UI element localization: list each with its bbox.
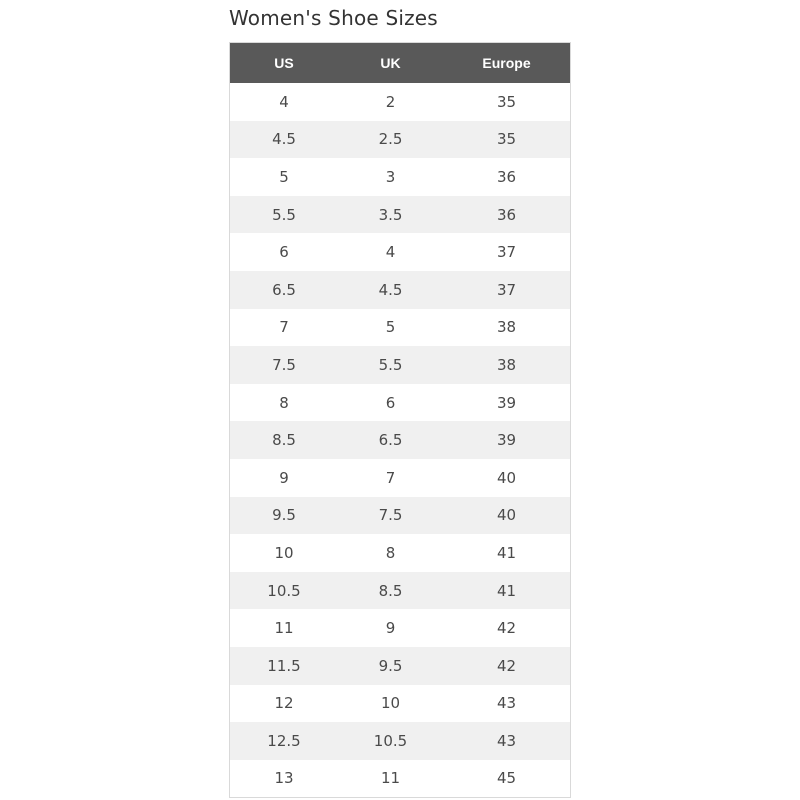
table-row <box>230 609 570 647</box>
cell-us: 9.5 <box>230 497 338 535</box>
table-row <box>230 685 570 723</box>
cell-uk: 6.5 <box>338 421 443 459</box>
cell-us: 12 <box>274 694 294 713</box>
cell-uk: 10.5 <box>338 722 443 760</box>
cell-uk: 3.5 <box>338 196 443 234</box>
table-row <box>230 83 570 121</box>
cell-us: 6.5 <box>230 271 338 309</box>
cell-uk: 7.5 <box>338 497 443 535</box>
cell-us: 8 <box>279 393 289 412</box>
header-europe: Europe <box>443 43 570 83</box>
cell-europe: 39 <box>443 421 570 459</box>
cell-europe: 39 <box>496 393 517 412</box>
table-row <box>230 158 570 196</box>
cell-europe: 40 <box>496 468 517 487</box>
cell-us: 7.5 <box>230 346 338 384</box>
cell-uk: 8 <box>385 543 396 562</box>
cell-us: 6 <box>279 243 289 262</box>
header-us: US <box>230 43 338 83</box>
cell-uk: 6 <box>385 393 396 412</box>
cell-uk: 10 <box>380 694 401 713</box>
cell-uk: 4.5 <box>338 271 443 309</box>
cell-europe: 38 <box>443 346 570 384</box>
table-row <box>230 309 570 347</box>
cell-us: 11 <box>274 619 294 638</box>
table-body <box>230 83 570 797</box>
cell-us: 10.5 <box>230 572 338 610</box>
cell-europe: 41 <box>496 543 517 562</box>
cell-us: 5.5 <box>230 196 338 234</box>
cell-uk: 11 <box>380 769 401 788</box>
size-chart-table <box>229 42 571 798</box>
cell-uk: 2.5 <box>338 121 443 159</box>
cell-europe: 42 <box>496 619 517 638</box>
cell-europe: 40 <box>443 497 570 535</box>
cell-europe: 45 <box>496 769 517 788</box>
table-row <box>230 421 570 459</box>
cell-europe: 42 <box>443 647 570 685</box>
table-row <box>230 572 570 610</box>
cell-us: 10 <box>274 543 294 562</box>
cell-uk: 4 <box>385 243 396 262</box>
cell-europe: 38 <box>496 318 517 337</box>
cell-us: 8.5 <box>230 421 338 459</box>
cell-us: 12.5 <box>230 722 338 760</box>
cell-uk: 7 <box>385 468 396 487</box>
cell-europe: 43 <box>443 722 570 760</box>
cell-europe: 43 <box>496 694 517 713</box>
cell-europe: 37 <box>443 271 570 309</box>
cell-uk: 3 <box>385 167 396 186</box>
cell-europe: 35 <box>443 121 570 159</box>
header-row <box>230 43 570 83</box>
cell-uk: 8.5 <box>338 572 443 610</box>
table-row <box>230 534 570 572</box>
table-row <box>230 346 570 384</box>
table-row <box>230 647 570 685</box>
table-row <box>230 121 570 159</box>
cell-us: 4 <box>279 92 289 111</box>
table-row <box>230 271 570 309</box>
cell-us: 9 <box>279 468 289 487</box>
table-header <box>230 43 570 83</box>
cell-europe: 35 <box>496 92 517 111</box>
cell-uk: 5.5 <box>338 346 443 384</box>
table-row <box>230 384 570 422</box>
header-uk: UK <box>338 43 443 83</box>
table-row <box>230 497 570 535</box>
cell-uk: 5 <box>385 318 396 337</box>
cell-uk: 9.5 <box>338 647 443 685</box>
cell-us: 11.5 <box>230 647 338 685</box>
cell-europe: 41 <box>443 572 570 610</box>
cell-uk: 9 <box>385 619 396 638</box>
page-title: Women's Shoe Sizes <box>229 6 438 30</box>
cell-us: 13 <box>274 769 294 788</box>
cell-europe: 36 <box>496 167 517 186</box>
cell-us: 4.5 <box>230 121 338 159</box>
table-row <box>230 760 570 798</box>
cell-uk: 2 <box>385 92 396 111</box>
size-table <box>230 43 570 797</box>
cell-us: 5 <box>279 167 289 186</box>
table-row <box>230 722 570 760</box>
cell-us: 7 <box>279 318 289 337</box>
table-row <box>230 233 570 271</box>
cell-europe: 36 <box>443 196 570 234</box>
table-row <box>230 196 570 234</box>
table-row <box>230 459 570 497</box>
cell-europe: 37 <box>496 243 517 262</box>
